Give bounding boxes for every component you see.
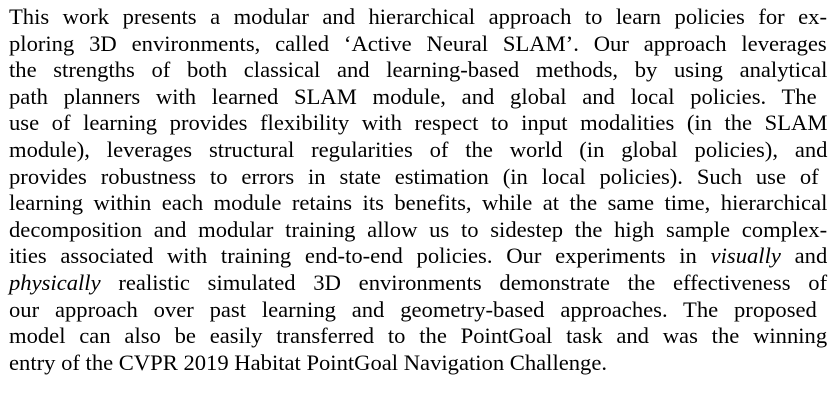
abstract-line-7: provides robustness to errors in state estimation (in local policies). Such use of: [9, 163, 819, 189]
abstract-line-8: learning within each module retains its benefits, while at the same time, hierarchical: [9, 190, 828, 216]
abstract-line-14: entry of the CVPR 2019 Habitat PointGoal Navigation Challenge.: [9, 349, 608, 375]
abstract-line-3: the strengths of both classical and learning-based methods, by using analytical: [9, 57, 828, 83]
emphasis-visually: visually: [710, 243, 781, 269]
emphasis-physically: physically: [9, 269, 101, 295]
abstract-line-4: path planners with learned SLAM module, and global and local policies. The: [9, 83, 817, 109]
abstract-line-5: use of learning provides flexibility with respect to input modalities (in the SLAM: [9, 110, 828, 136]
abstract-line-9: decomposition and modular training allow us to sidestep the high sample complex-: [9, 216, 828, 242]
abstract-line-11: physically realistic simulated 3D environments demonstrate the effectiveness of: [9, 269, 828, 295]
abstract-line-1: This work presents a modular and hierarchical approach to learn policies for ex-: [9, 4, 827, 29]
abstract-line-13: model can also be easily transferred to the PointGoal task and was the winning: [9, 323, 828, 349]
abstract-line-2: ploring 3D environments, called ‘Active Neural SLAM’. Our approach leverages: [9, 30, 827, 56]
abstract-line-12: our approach over past learning and geometry-based approaches. The proposed: [9, 296, 817, 322]
abstract-line-6: module), leverages structural regularities of the world (in global policies), and: [9, 136, 828, 162]
abstract-line-10: ities associated with training end-to-end policies. Our experiments in visually and: [9, 243, 828, 269]
